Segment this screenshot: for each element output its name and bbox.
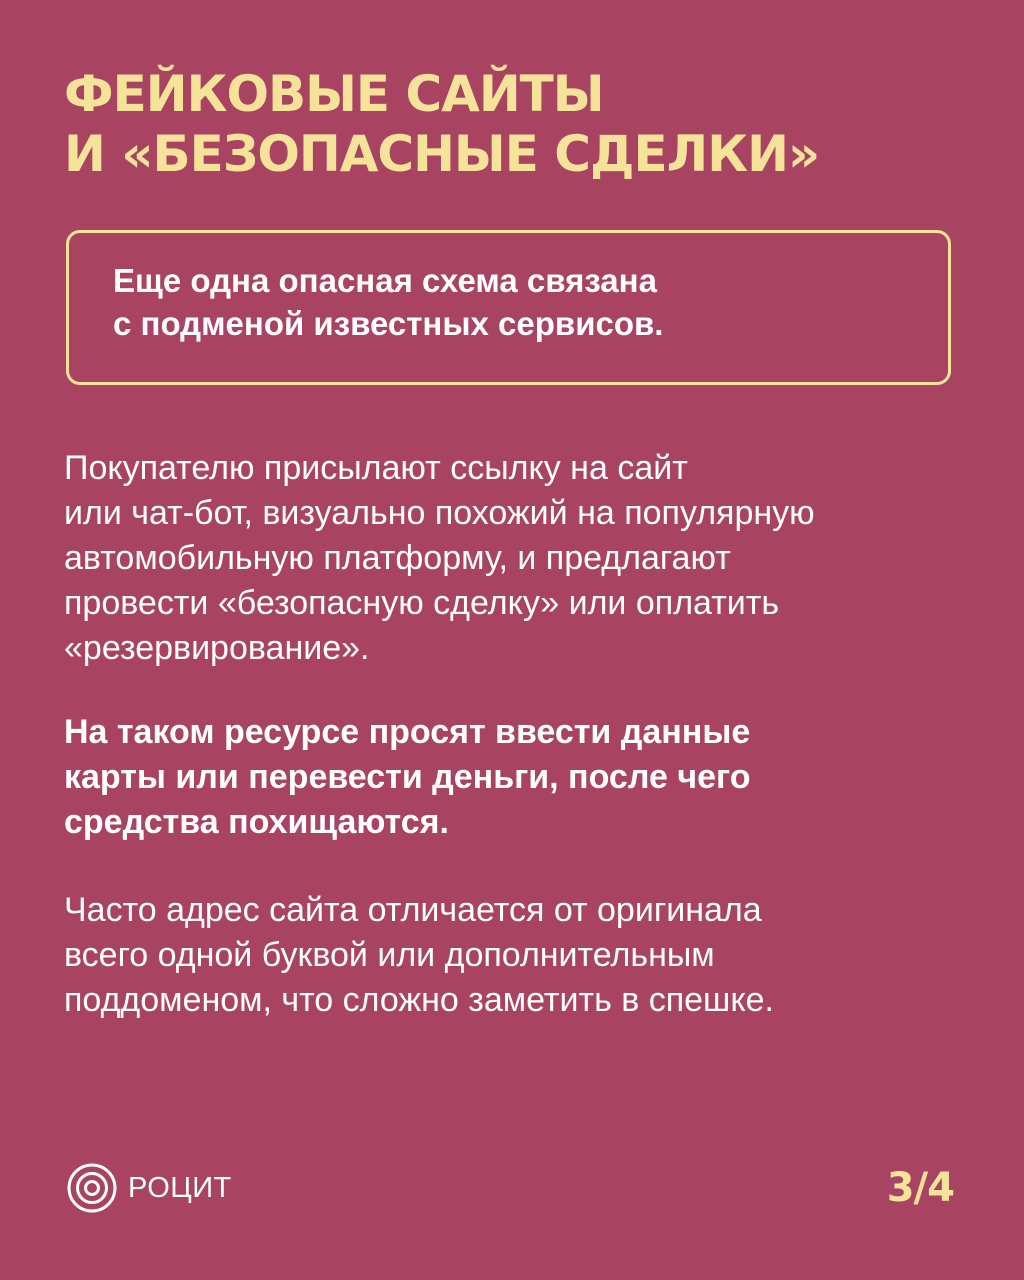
page-title <box>64 64 984 184</box>
brand-logo <box>66 1162 232 1214</box>
concentric-circles-logo-icon <box>66 1162 118 1214</box>
paragraph-emphasis-line: карты или перевести деньги, после чего <box>64 758 751 796</box>
paragraph-intro-line: провести «безопасную сделку» или оплатить <box>64 584 780 622</box>
title-line-2: И «БЕЗОПАСНЫЕ СДЕЛКИ» <box>64 125 820 183</box>
paragraph-tip-line: поддоменом, что сложно заметить в спешке. <box>64 981 774 1019</box>
page-counter: 3/4 <box>886 1165 954 1211</box>
paragraph-emphasis <box>64 710 964 845</box>
callout-line-1: Еще одна опасная схема связана <box>113 262 657 299</box>
paragraph-intro <box>64 446 964 671</box>
paragraph-tip <box>64 888 964 1023</box>
paragraph-intro-line: «резервирование». <box>64 629 370 667</box>
paragraph-tip-line: Часто адрес сайта отличается от оригинала <box>64 891 762 929</box>
paragraph-intro-line: или чат-бот, визуально похожий на популярную <box>64 494 815 532</box>
callout-line-2: с подменой известных сервисов. <box>113 305 664 342</box>
paragraph-intro-line: Покупателю присылают ссылку на сайт <box>64 449 688 487</box>
paragraph-emphasis-line: средства похищаются. <box>64 803 449 841</box>
highlight-callout-box <box>66 230 951 385</box>
paragraph-intro-line: автомобильную платформу, и предлагают <box>64 539 731 577</box>
callout-text <box>113 259 913 345</box>
paragraph-emphasis-line: На таком ресурсе просят ввести данные <box>64 713 751 751</box>
title-line-1: ФЕЙКОВЫЕ САЙТЫ <box>64 65 604 123</box>
paragraph-tip-line: всего одной буквой или дополнительным <box>64 936 715 974</box>
brand-name: РОЦИТ <box>128 1171 232 1204</box>
